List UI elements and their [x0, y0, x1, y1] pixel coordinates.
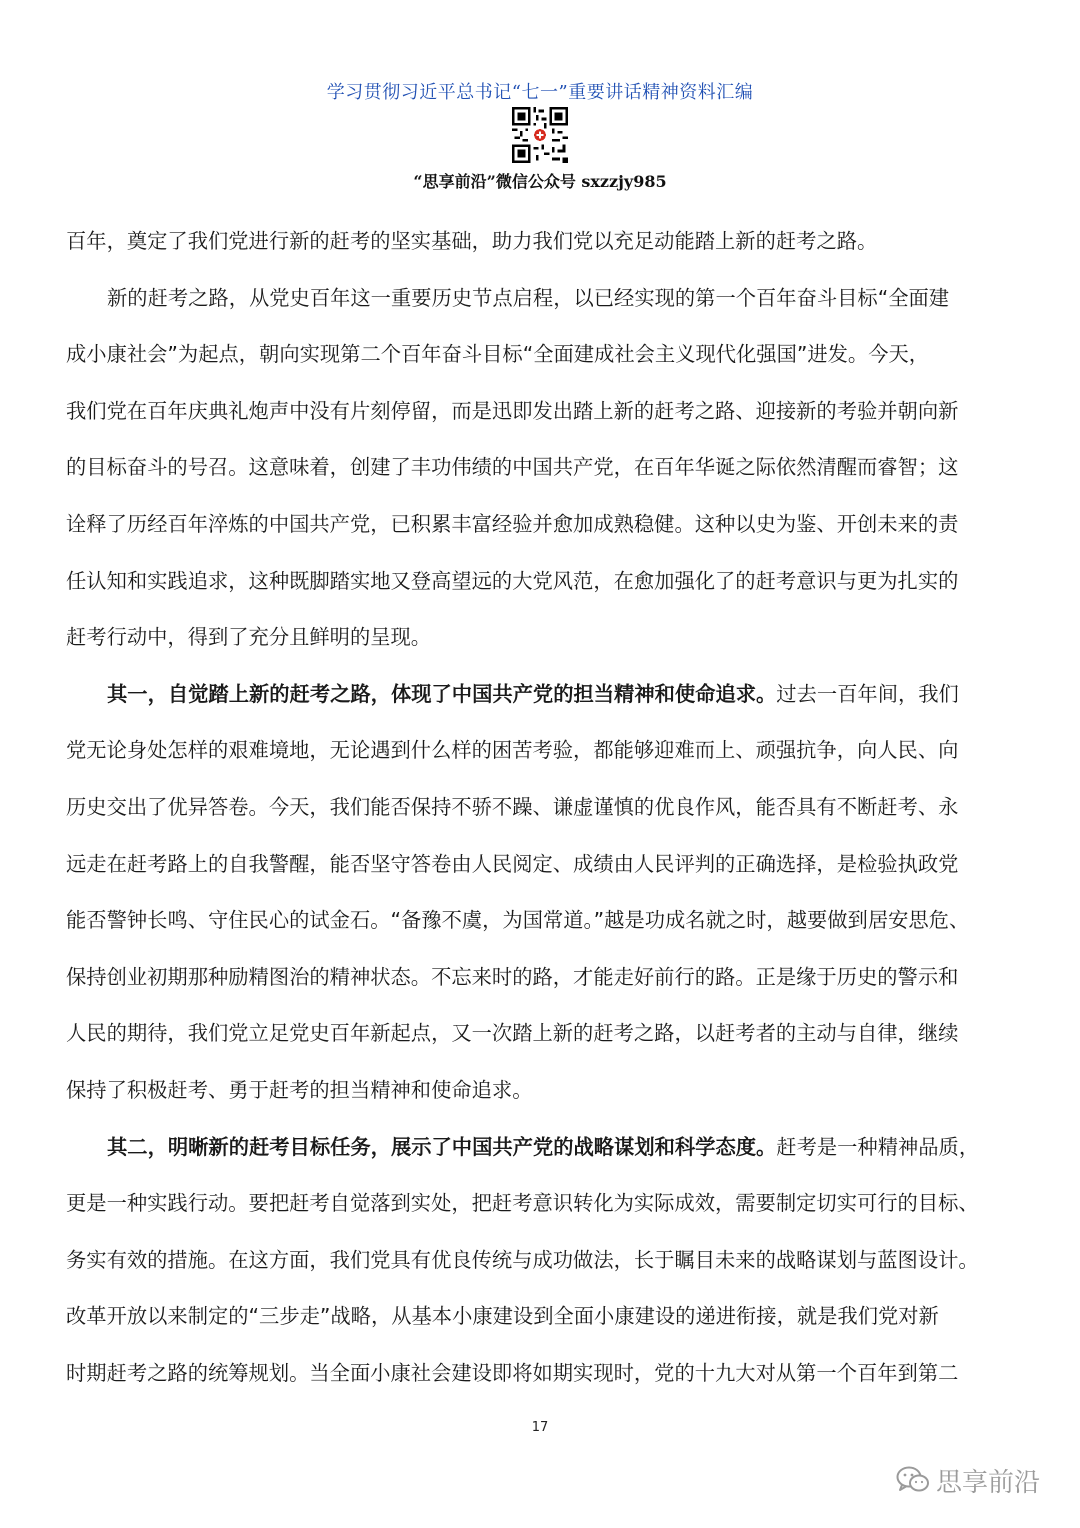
- text-line: 历史交出了优异答卷。今天，我们能否保持不骄不躁、谦虚谨慎的优良作风，能否具有不断赶考、永: [66, 794, 959, 819]
- text-line: 保持了积极赶考、勇于赶考的担当精神和使命追求。: [66, 1077, 533, 1102]
- text-line: 的目标奋斗的号召。这意味着，创建了丰功伟绩的中国共产党，在百年华诞之际依然清醒而睿智；这: [66, 455, 959, 480]
- wechat-watermark: [896, 1460, 1040, 1500]
- text-line: 改革开放以来制定的“三步走”战略，从基本小康建设到全面小康建设的递进衔接，就是我们党对新: [66, 1304, 939, 1329]
- section-heading-2: 其二，明晰新的赶考目标任务，展示了中国共产党的战略谋划和科学态度。: [107, 1134, 777, 1159]
- text-run: 赶考是一种精神品质，: [776, 1134, 980, 1159]
- text-line: 赶考行动中，得到了充分且鲜明的呈现。: [66, 625, 432, 650]
- paragraph-heading-line: [66, 1119, 1016, 1176]
- text-line: 成小康社会”为起点，朝向实现第二个百年奋斗目标“全面建成社会主义现代化强国”进发。今天，: [66, 342, 930, 367]
- text-run: 过去一百年间，我们: [776, 681, 959, 706]
- text-line: 远走在赶考路上的自我警醒，能否坚守答卷由人民阅定、成绩由人民评判的正确选择，是检验执政党: [66, 851, 959, 876]
- text-line: 我们党在百年庆典礼炮声中没有片刻停留，而是迅即发出踏上新的赶考之路、迎接新的考验并朝向新: [66, 398, 959, 423]
- text-line: 务实有效的措施。在这方面，我们党具有优良传统与成功做法，长于瞩目未来的战略谋划与蓝图设计。: [66, 1247, 979, 1272]
- wechat-icon: [896, 1466, 930, 1494]
- text-line: 诠释了历经百年淬炼的中国共产党，已积累丰富经验并愈加成熟稳健。这种以史为鉴、开创未来的责: [66, 511, 959, 536]
- section-heading-1: 其一，自觉踏上新的赶考之路，体现了中国共产党的担当精神和使命追求。: [107, 681, 777, 706]
- article-body: [66, 213, 1016, 1401]
- text-line: 时期赶考之路的统筹规划。当全面小康社会建设即将如期实现时，党的十九大对从第一个百年到第二: [66, 1360, 959, 1385]
- page-number: 17: [531, 1420, 549, 1435]
- text-line: 保持创业初期那种励精图治的精神状态。不忘来时的路，才能走好前行的路。正是缘于历史的警示和: [66, 964, 959, 989]
- text-line: 能否警钟长鸣、守住民心的试金石。“备豫不虞，为国常道。”越是功成名就之时，越要做到居安思危、: [66, 908, 970, 933]
- wechat-account-label: “思享前沿”微信公众号 sxzzjy985: [413, 172, 667, 191]
- text-line: 百年，奠定了我们党进行新的赶考的坚实基础，助力我们党以充足动能踏上新的赶考之路。: [66, 229, 878, 253]
- text-line: 党无论身处怎样的艰难境地，无论遇到什么样的困苦考验，都能够迎难而上、顽强抗争，向人民、向: [66, 738, 959, 763]
- text-line: 人民的期待，我们党立足党史百年新起点，又一次踏上新的赶考之路，以赶考者的主动与自律，继续: [66, 1021, 959, 1046]
- watermark-text: 思享前沿: [936, 1467, 1041, 1498]
- text-line: 任认知和实践追求，这种既脚踏实地又登高望远的大党风范，在愈加强化了的赶考意识与更为扎实的: [66, 568, 959, 593]
- paragraph-heading-line: [66, 666, 1016, 723]
- qr-code-icon: [512, 107, 568, 163]
- document-header-title: 学习贯彻习近平总书记“七一”重要讲话精神资料汇编: [326, 82, 754, 103]
- text-line: 更是一种实践行动。要把赶考自觉落到实处，把赶考意识转化为实际成效，需要制定切实可行的目标、: [66, 1191, 979, 1216]
- text-line: 新的赶考之路，从党史百年这一重要历史节点启程，以已经实现的第一个百年奋斗目标“全面建: [107, 285, 950, 310]
